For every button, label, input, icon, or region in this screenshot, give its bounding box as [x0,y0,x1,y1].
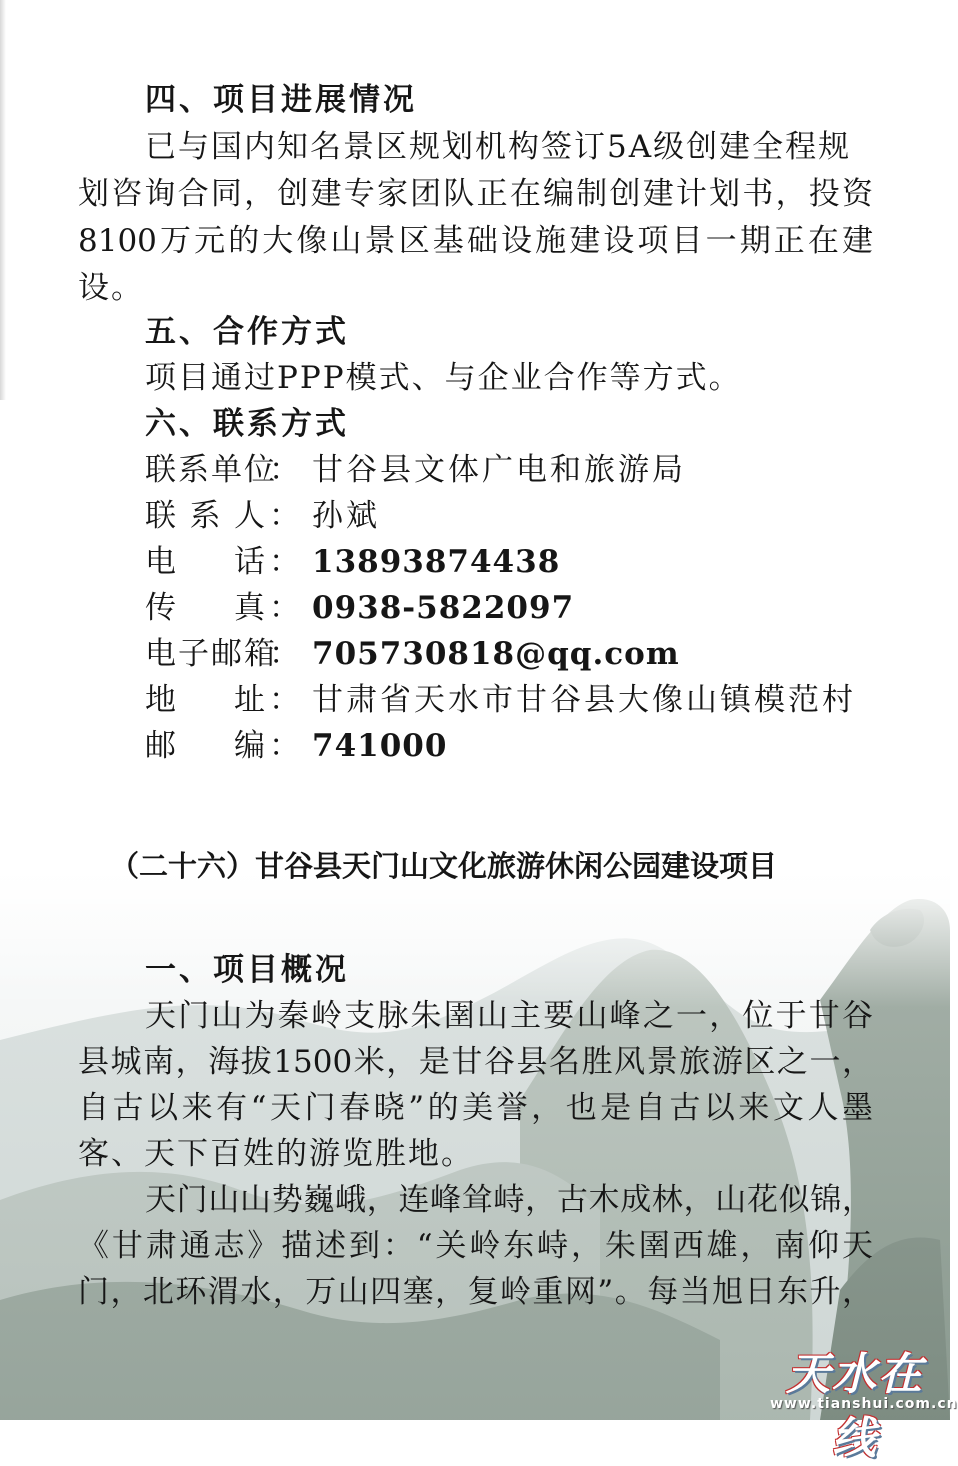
contact-postcode-row: 邮 编 ： 741000 [0,724,950,768]
overview-line-3: 自古以来有“天门春晓”的美誉，也是自古以来文人墨 [78,1090,873,1126]
contact-label: 联 系 单 位 [145,452,277,488]
section4-line-4: 设。 [78,270,144,306]
contact-label: 电 话 [145,544,267,580]
contact-fax-value: 0938-5822097 [312,590,575,626]
contact-person-value: 孙斌 [312,498,380,534]
overview-line-7: 门，北环渭水，万山四塞，复岭重网”。每当旭日东升， [78,1274,873,1310]
project-title: （二十六）甘谷县天门山文化旅游休闲公园建设项目 [110,849,778,883]
contact-label: 地 址 [145,682,267,718]
section5-heading: 五、合作方式 [145,314,349,350]
overview-line-6: 《甘肃通志》描述到：“关岭东峙，朱圉西雄，南仰天 [78,1228,873,1264]
section4-heading: 四、项目进展情况 [145,82,417,118]
overview-line-2: 县城南，海拔1500米，是甘谷县名胜风景旅游区之一， [78,1044,873,1080]
contact-postcode-value: 741000 [312,728,448,764]
contact-phone-value: 13893874438 [312,544,561,580]
site-watermark-logo [770,1338,958,1464]
overview-line-4: 客、天下百姓的游览胜地。 [78,1136,474,1172]
contact-phone-row: 电 话 ： 13893874438 [0,540,950,584]
section4-line-2: 划咨询合同，创建专家团队正在编制创建计划书，投资 [78,176,873,212]
contact-email-row: 电 子 邮 箱 ： 705730818@qq.com [0,632,950,676]
project-overview-heading: 一、项目概况 [145,952,349,988]
contact-label: 电 子 邮 箱 [145,636,277,672]
section6-heading: 六、联系方式 [145,406,349,442]
section4-line-3: 8100万元的大像山景区基础设施建设项目一期正在建 [78,223,873,259]
contact-address-value: 甘肃省天水市甘谷县大像山镇模范村 [312,682,856,718]
contact-unit-row: 联 系 单 位 ： 甘谷县文体广电和旅游局 [0,448,950,492]
contact-fax-row: 传 真 ： 0938-5822097 [0,586,950,630]
overview-line-5: 天门山山势巍峨，连峰耸峙，古木成林，山花似锦， [145,1182,873,1218]
contact-label: 传 真 [145,590,267,626]
contact-address-row: 地 址 ： 甘肃省天水市甘谷县大像山镇模范村 [0,678,950,722]
watermark-url: www.tianshui.com.cn [770,1396,958,1412]
contact-email-value: 705730818@qq.com [312,636,680,672]
contact-person-row: 联 系 人 ： 孙斌 [0,494,950,538]
section4-line-1: 已与国内知名景区规划机构签订5A级创建全程规 [145,129,852,165]
watermark-brand: 天水在线 [786,1349,924,1464]
contact-label: 邮 编 [145,728,267,764]
overview-line-1: 天门山为秦岭支脉朱圉山主要山峰之一，位于甘谷 [145,998,873,1034]
section5-line-1: 项目通过PPP模式、与企业合作等方式。 [145,360,742,396]
contact-unit-value: 甘谷县文体广电和旅游局 [312,452,686,488]
contact-label: 联 系 人 [145,498,267,534]
